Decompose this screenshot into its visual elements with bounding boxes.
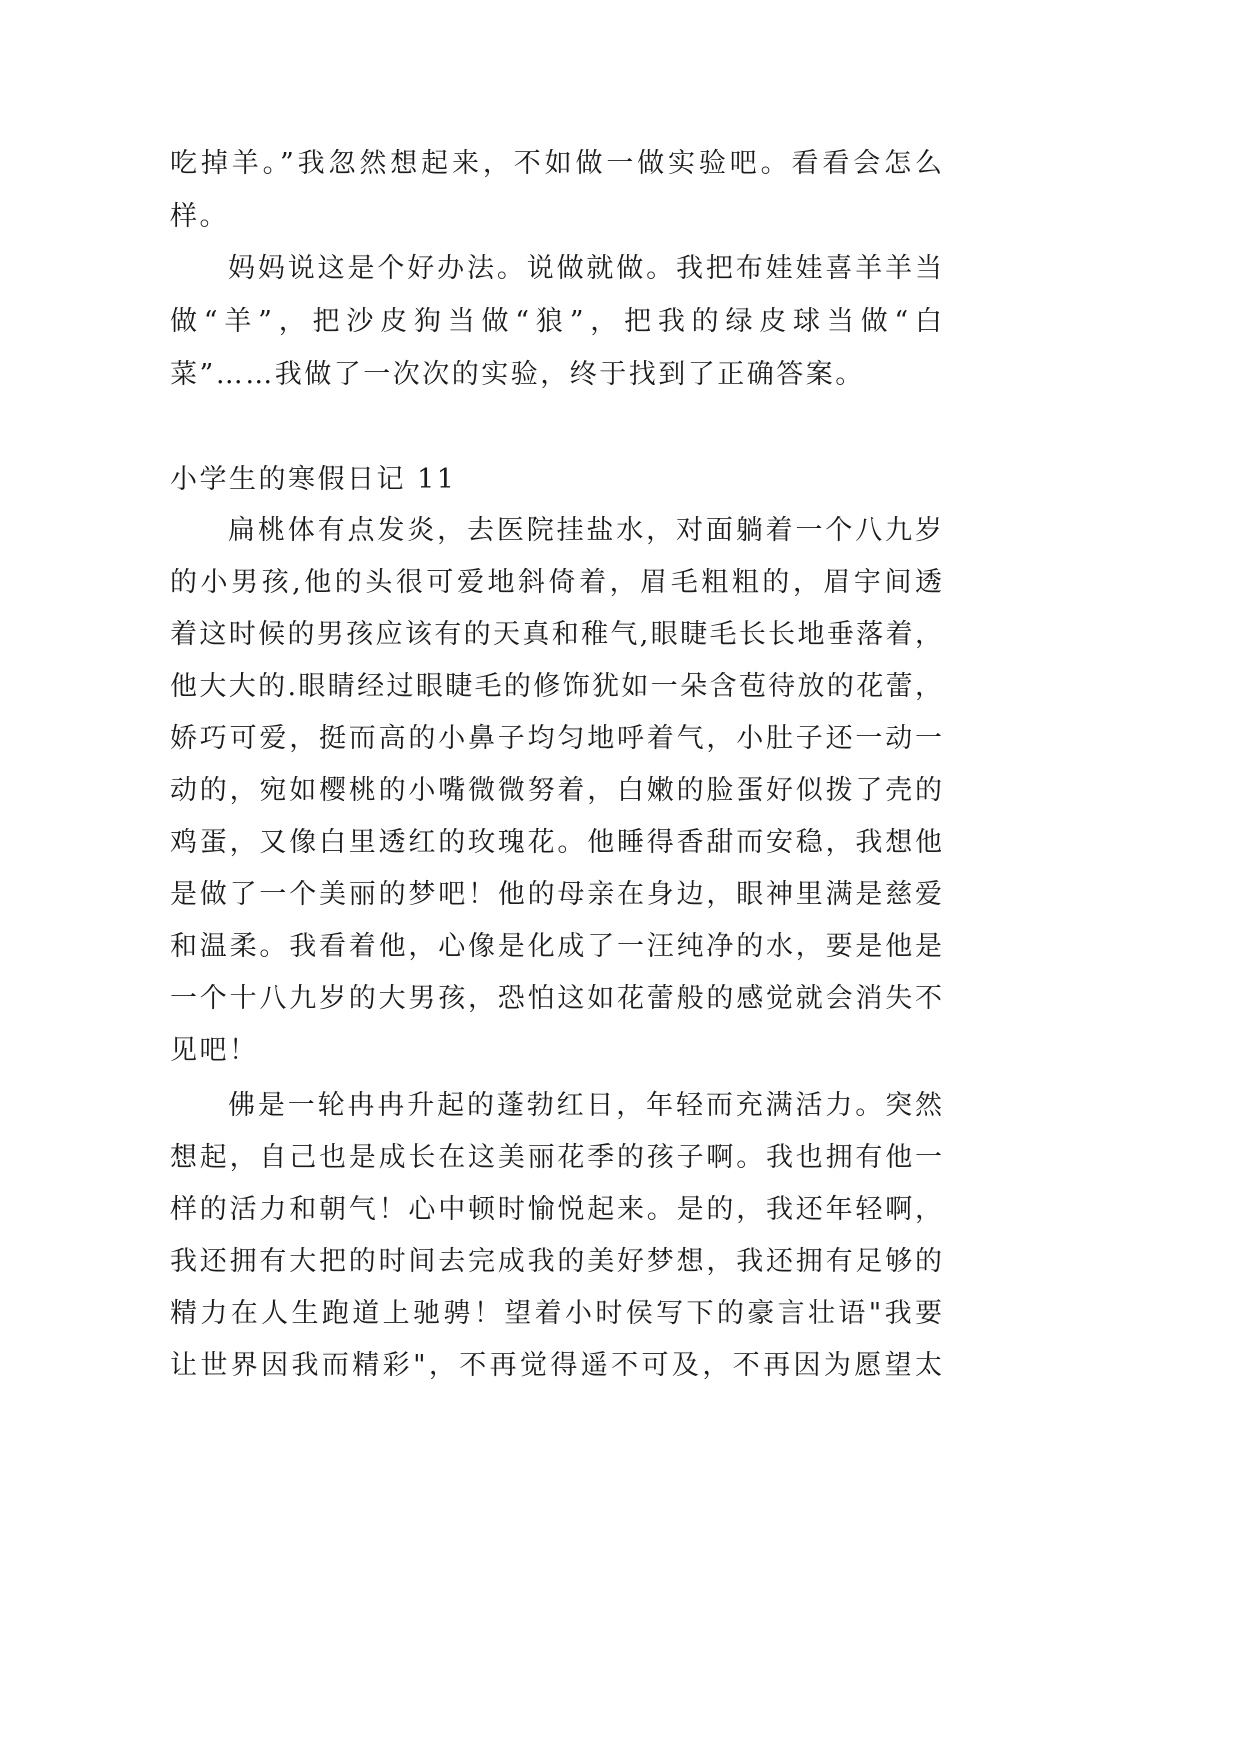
text-line: 鸡蛋，又像白里透红的玫瑰花。他睡得香甜而安稳，我想他 (170, 827, 942, 858)
diary-title-block (170, 454, 942, 506)
paragraph-hospital (170, 505, 942, 1077)
text-line: 妈妈说这是个好办法。说做就做。我把布娃娃喜羊羊当 (228, 253, 942, 284)
text-line: 的小男孩,他的头很可爱地斜倚着，眉毛粗粗的，眉宇间透 (170, 567, 942, 598)
text-line: 让世界因我而精彩"，不再觉得遥不可及，不再因为愿望太 (170, 1350, 942, 1381)
text-line: 做“羊”，把沙皮狗当做“狼”，把我的绿皮球当做“白 (170, 306, 942, 337)
paragraph-continuation (170, 137, 942, 243)
text-line: 是做了一个美丽的梦吧！他的母亲在身边，眼神里满是慈爱 (170, 879, 942, 910)
paragraph-youth (170, 1080, 942, 1392)
text-line: 想起，自己也是成长在这美丽花季的孩子啊。我也拥有他一 (170, 1142, 942, 1173)
text-line: 样的活力和朝气！心中顿时愉悦起来。是的，我还年轻啊， (170, 1194, 942, 1225)
text-line: 菜”……我做了一次次的实验，终于找到了正确答案。 (170, 359, 865, 390)
text-line: 着这时候的男孩应该有的天真和稚气,眼睫毛长长地垂落着， (170, 619, 942, 650)
text-line: 我还拥有大把的时间去完成我的美好梦想，我还拥有足够的 (170, 1246, 942, 1277)
text-line: 佛是一轮冉冉升起的蓬勃红日，年轻而充满活力。突然 (228, 1090, 942, 1121)
text-line: 扁桃体有点发炎，去医院挂盐水，对面躺着一个八九岁 (228, 515, 942, 546)
text-line: 吃掉羊。”我忽然想起来，不如做一做实验吧。看看会怎么 (170, 148, 942, 179)
text-line: 见吧！ (170, 1035, 259, 1066)
text-line: 和温柔。我看着他，心像是化成了一汪纯净的水，要是他是 (170, 931, 942, 962)
text-line: 动的，宛如樱桃的小嘴微微努着，白嫩的脸蛋好似拨了壳的 (170, 775, 942, 806)
paragraph-experiment (170, 242, 942, 401)
text-line: 精力在人生跑道上驰骋！望着小时侯写下的豪言壮语"我要 (170, 1298, 942, 1329)
text-line: 样。 (170, 201, 229, 232)
text-line: 一个十八九岁的大男孩，恐怕这如花蕾般的感觉就会消失不 (170, 983, 942, 1014)
text-line: 娇巧可爱，挺而高的小鼻子均匀地呼着气，小肚子还一动一 (170, 723, 942, 754)
text-line: 他大大的.眼睛经过眼睫毛的修饰犹如一朵含苞待放的花蕾， (170, 671, 942, 702)
diary-title: 小学生的寒假日记 11 (170, 464, 457, 495)
